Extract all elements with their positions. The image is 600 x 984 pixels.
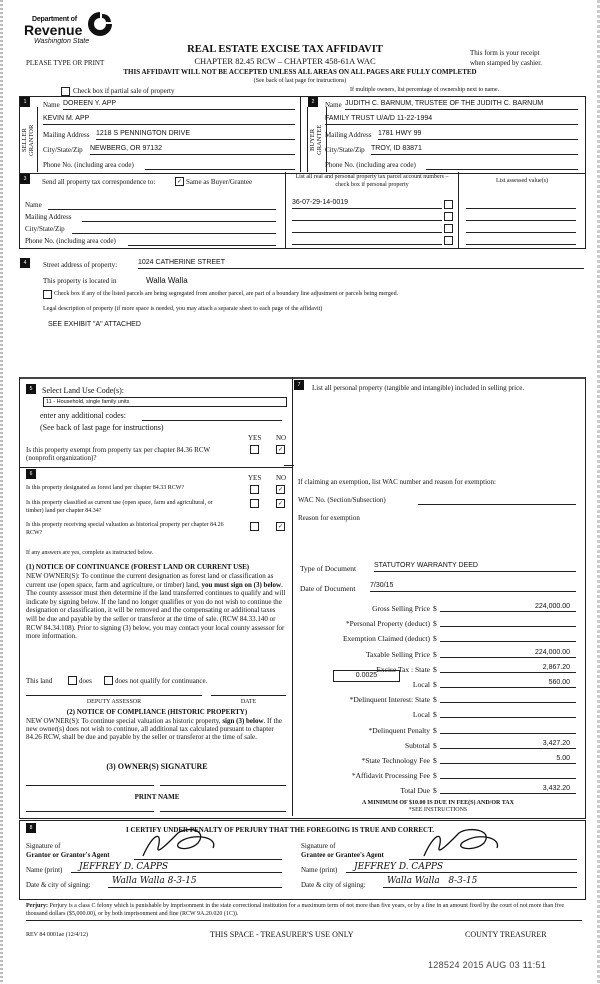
exempt-no-header: NO xyxy=(276,434,287,442)
exempt-no-checkbox[interactable]: ✓ xyxy=(277,446,284,453)
multiple-owners-note: If multiple owners, list percentage of ownership next to name. xyxy=(350,87,500,93)
s6-yes-header: YES xyxy=(248,474,262,482)
parcel-personal-checkbox-4[interactable] xyxy=(444,236,453,245)
currency-symbol: $ xyxy=(433,649,437,659)
additional-codes-label: enter any additional codes: xyxy=(40,411,126,420)
land-use-label: Select Land Use Code(s): xyxy=(42,386,124,395)
currency-symbol: $ xyxy=(433,756,437,765)
does-not-label: does not qualify for continuance. xyxy=(115,677,208,685)
corr-city-label: City/State/Zip xyxy=(25,225,65,233)
seller-name-field[interactable]: DOREEN Y. APP xyxy=(63,100,295,110)
grantor-sig-label-1: Signature of xyxy=(26,842,61,850)
amount-label: Local xyxy=(412,710,430,720)
segregated-label: Check box if any of the listed parcels are being segregated from another parcel, are part of a boundary line adjustment or parcels being merged. xyxy=(54,291,399,297)
amount-field[interactable]: 3,427.20 xyxy=(440,740,576,749)
amount-field[interactable]: 560.00 xyxy=(440,679,576,688)
seller-phone-field[interactable] xyxy=(145,160,295,170)
section-4-badge: 4 xyxy=(20,258,30,268)
amount-field[interactable]: 224,000.00 xyxy=(440,649,576,658)
currency-symbol: $ xyxy=(433,771,437,781)
located-in-value[interactable]: Walla Walla xyxy=(146,276,188,285)
dor-swirl-icon xyxy=(86,10,114,38)
current-use-no-checkbox[interactable]: ✓ xyxy=(277,500,284,507)
correspondence-label: Send all property tax correspondence to: xyxy=(42,178,156,186)
corr-mailing-label: Mailing Address xyxy=(25,213,72,221)
assessed-value-4[interactable] xyxy=(466,235,576,245)
seller-phone-label: Phone No. (including area code) xyxy=(43,161,134,169)
assessed-value-3[interactable] xyxy=(466,223,576,233)
personal-property-label: List all personal property (tangible and intangible) included in selling price. xyxy=(312,384,525,392)
instructions-note: (See back of last page for instructions) xyxy=(253,78,347,84)
grantee-name-field[interactable]: JEFFREY D. CAPPS xyxy=(346,862,577,873)
deputy-assessor-label: DEPUTY ASSESSOR xyxy=(86,699,142,705)
notice-continuance-title: (1) NOTICE OF CONTINUANCE (FOREST LAND OR CURRENT USE) xyxy=(26,563,250,571)
buyer-name-field[interactable]: JUDITH C. BARNUM, TRUSTEE OF THE JUDITH C. BARNUM xyxy=(345,100,578,110)
logo-line3: Washington State xyxy=(34,38,90,45)
amount-label: Excise Tax : State xyxy=(376,664,430,674)
parcel-personal-checkbox-2[interactable] xyxy=(444,212,453,221)
owner-signature-label: (3) OWNER(S) SIGNATURE xyxy=(106,762,208,771)
section-5-badge: 5 xyxy=(26,384,36,394)
currency-symbol: $ xyxy=(433,680,437,689)
section-3-badge: 3 xyxy=(20,174,30,184)
perjury-notice: Perjury: Perjury is a class C felony which is punishable by imprisonment in the state correctional institution for a maximum term of not more than five years, or by a fine in an amount fixed by the court of not more than five thousand dollars ($5,000.00), or by both imprisonment and fine (RCW 9A.20.020 (1C)). xyxy=(26,902,582,921)
amount-field[interactable] xyxy=(440,725,576,734)
parcel-number-3[interactable] xyxy=(292,223,442,233)
exempt-yes-checkbox[interactable] xyxy=(250,445,259,454)
exemption-reason-label: Reason for exemption xyxy=(298,514,360,522)
assessor-date-label: DATE xyxy=(240,699,257,705)
section-8-badge: 8 xyxy=(26,823,36,833)
section-7-badge: 7 xyxy=(294,380,304,390)
print-name-label: PRINT NAME xyxy=(134,793,180,801)
deputy-assessor-line[interactable] xyxy=(26,690,202,696)
section-6-divider xyxy=(19,467,292,468)
land-use-instructions: (See back of last page for instructions) xyxy=(40,423,164,432)
exemption-label: If claiming an exemption, list WAC number and reason for exemption: xyxy=(298,478,496,486)
county-treasurer-label: COUNTY TREASURER xyxy=(465,930,547,939)
amount-label: *Delinquent Penalty xyxy=(368,725,430,735)
notice-compliance-title: (2) NOTICE OF COMPLIANCE (HISTORIC PROPERTY) xyxy=(66,708,248,716)
amount-label: Total Due xyxy=(400,786,430,796)
grantee-date-field[interactable]: Walla Walla 8-3-15 xyxy=(383,876,577,888)
form-revision: REV 84 0001ae (12/4/12) xyxy=(26,932,89,938)
parcel-number-4[interactable] xyxy=(292,235,442,245)
currency-symbol: $ xyxy=(433,740,437,750)
additional-codes-field[interactable] xyxy=(142,410,282,421)
seller-city-label: City/State/Zip xyxy=(43,146,83,154)
section-2-badge: 2 xyxy=(308,97,318,107)
wac-field[interactable] xyxy=(418,495,576,505)
currency-symbol: $ xyxy=(433,634,437,644)
amount-field[interactable] xyxy=(440,633,576,642)
section-6-badge: 6 xyxy=(26,469,36,479)
amount-label: Gross Selling Price xyxy=(372,604,430,613)
exempt-yes-header: YES xyxy=(248,434,262,442)
located-in-label: This property is located in xyxy=(43,277,117,285)
seller-side-label: SELLER GRANTOR xyxy=(21,124,35,156)
amount-field[interactable]: 3,432.20 xyxy=(440,785,576,794)
doc-type-label: Type of Document xyxy=(300,564,357,573)
corr-phone-field[interactable] xyxy=(128,236,276,246)
treasurer-use-label: THIS SPACE - TREASURER'S USE ONLY xyxy=(210,930,354,939)
section-1-badge: 1 xyxy=(20,97,30,107)
see-instructions-note: *SEE INSTRUCTIONS xyxy=(408,807,468,813)
current-use-yes-checkbox[interactable] xyxy=(250,499,259,508)
amount-field[interactable]: 5.00 xyxy=(440,755,576,764)
doc-date-field[interactable]: 7/30/15 xyxy=(370,582,576,592)
assessor-date-line[interactable] xyxy=(211,690,286,696)
forest-no-checkbox[interactable]: ✓ xyxy=(277,486,284,493)
amount-label: *Personal Property (deduct) xyxy=(345,619,430,629)
amount-field[interactable] xyxy=(440,618,576,627)
buyer-city-label: City/State/Zip xyxy=(325,146,365,154)
grantor-sig-label-2: Grantor or Grantor's Agent xyxy=(26,851,110,859)
assessed-value-2[interactable] xyxy=(466,211,576,221)
forest-land-question: Is this property designated as forest land per chapter 84.33 RCW? xyxy=(26,485,185,491)
buyer-mailing-label: Mailing Address xyxy=(325,131,372,139)
amount-field[interactable]: 224,000.00 xyxy=(440,603,576,612)
amount-label: Subtotal xyxy=(404,740,430,750)
print-name-line-2[interactable] xyxy=(160,806,286,812)
grantor-date-field[interactable]: Walla Walla 8-3-15 xyxy=(108,876,282,888)
seller-name-label: Name xyxy=(43,101,60,109)
amount-label: Exemption Claimed (deduct) xyxy=(342,634,430,644)
buyer-name-label: Name xyxy=(325,101,342,109)
grantee-signature-scribble xyxy=(419,828,519,858)
doc-type-field[interactable]: STATUTORY WARRANTY DEED xyxy=(374,562,576,572)
historical-yes-checkbox[interactable] xyxy=(250,522,259,531)
assessed-header: List assessed value(s) xyxy=(496,178,548,184)
forest-yes-checkbox[interactable] xyxy=(250,485,259,494)
grantee-name-label: Name (print) xyxy=(301,866,338,874)
corr-mailing-field[interactable] xyxy=(82,212,276,222)
logo-line1: Department of xyxy=(32,16,77,23)
owner-signature-line-1[interactable] xyxy=(26,780,154,786)
grantee-sig-label-1: Signature of xyxy=(301,842,336,850)
s6-no-header: NO xyxy=(276,474,287,482)
grantor-date-label: Date & city of signing: xyxy=(26,881,91,889)
seller-city-field[interactable]: NEWBERG, OR 97132 xyxy=(90,145,295,155)
please-type-label: PLEASE TYPE OR PRINT xyxy=(26,59,105,67)
seller-mailing-label: Mailing Address xyxy=(43,131,90,139)
buyer-name2-field[interactable]: FAMILY TRUST U/A/D 11-22-1994 xyxy=(325,115,578,125)
corr-name-label: Name xyxy=(25,201,42,209)
parcel-personal-checkbox-3[interactable] xyxy=(444,224,453,233)
local-rate-field[interactable]: 0.0025 xyxy=(333,670,400,682)
does-qualify-checkbox[interactable] xyxy=(68,676,77,685)
parcel-header: List all real and personal property tax parcel account numbers – check box if personal property xyxy=(295,174,449,188)
grantor-name-label: Name (print) xyxy=(26,866,63,874)
logo-line2: Revenue xyxy=(24,22,83,38)
owner-signature-line-2[interactable] xyxy=(160,780,286,786)
notice-compliance-text: NEW OWNER(S): To continue special valuation as historic property, sign (3) below. If the new owner(s) does not wish to continue, all additional tax calculated pursuant to chapter 84.26 RCW, shall be due and payable by the seller or transferor at the time of sale. xyxy=(26,717,283,742)
grantee-date-label: Date & city of signing: xyxy=(301,881,366,889)
completion-warning: THIS AFFIDAVIT WILL NOT BE ACCEPTED UNLESS ALL AREAS ON ALL PAGES ARE FULLY COMPLETED xyxy=(123,68,477,76)
currency-symbol: $ xyxy=(433,725,437,735)
current-use-question: Is this property classified as current use (open space, farm and agricultural, or timber) land per chapter 84.34? xyxy=(26,500,213,514)
parties-divider xyxy=(300,96,301,172)
corr-name-field[interactable] xyxy=(48,200,276,210)
same-as-buyer-label: Same as Buyer/Grantee xyxy=(186,178,253,186)
currency-symbol: $ xyxy=(433,619,437,629)
grantee-sig-label-2: Grantee or Grantee's Agent xyxy=(301,851,384,859)
same-as-buyer-checkbox[interactable]: ✓ xyxy=(176,178,183,185)
amount-field[interactable] xyxy=(440,709,576,718)
segregated-checkbox[interactable] xyxy=(43,290,52,299)
grantor-signature-scribble xyxy=(138,828,238,858)
parcel-number-1[interactable]: 36-07-29-14-0019 xyxy=(292,199,442,209)
receipt-note-2: when stamped by cashier. xyxy=(470,59,542,67)
print-name-line-1[interactable] xyxy=(26,806,154,812)
amount-label: *Affidavit Processing Fee xyxy=(351,771,430,781)
receipt-note-1: This form is your receipt xyxy=(470,49,540,57)
minimum-due-note: A MINIMUM OF $10.00 IS DUE IN FEE(S) AND/OR TAX xyxy=(362,800,514,806)
wac-label: WAC No. (Section/Subsection) xyxy=(298,496,386,504)
legal-description-value[interactable]: SEE EXHIBIT "A" ATTACHED xyxy=(48,321,141,328)
corr-phone-label: Phone No. (including area code) xyxy=(25,237,116,245)
notice-continuance-text: NEW OWNER(S): To continue the current designation as forest land or classification as current use (open space, farm and agriculture, or timber) land, you must sign on (3) below. The county assessor must then determine if the land transferred continues to qualify and will indicate by signing below. If the land no longer qualifies or you do not wish to continue the designation or classification, it will be removed and the compensating or additional taxes will be due and payable by the seller or transferor at the time of sale. (RCW 84.33.140 or RCW 84.34.108). Prior to signing (3) below, you may contact your local county assessor for more information. xyxy=(26,572,286,641)
does-not-qualify-checkbox[interactable] xyxy=(104,676,113,685)
buyer-mailing-field[interactable]: 1781 HWY 99 xyxy=(378,130,578,140)
corr-city-field[interactable] xyxy=(72,224,276,234)
seller-mailing-field[interactable]: 1218 S PENNINGTON DRIVE xyxy=(96,130,295,140)
legal-description-label: Legal description of property (if more space is needed, you may attach a separate sheet to each page of the affidavit) xyxy=(43,306,323,312)
street-address-field[interactable]: 1024 CATHERINE STREET xyxy=(138,259,584,269)
exempt-question: Is this property exempt from property tax per chapter 84.36 RCW (nonprofit organization)? xyxy=(26,446,210,462)
certify-statement: I CERTIFY UNDER PENALTY OF PERJURY THAT THE FOREGOING IS TRUE AND CORRECT. xyxy=(126,826,435,834)
grantee-signature-field[interactable] xyxy=(409,850,577,860)
historical-no-checkbox[interactable]: ✓ xyxy=(277,523,284,530)
amount-label: Local xyxy=(412,680,430,689)
historical-question: Is this property receiving special valuation as historical property per chapter 84.26 RCW? xyxy=(26,522,224,536)
currency-symbol: $ xyxy=(433,710,437,720)
does-label: does xyxy=(79,677,92,685)
dor-logo xyxy=(24,10,124,50)
parcel-number-2[interactable] xyxy=(292,211,442,221)
buyer-side-label: BUYER GRANTEE xyxy=(309,124,323,156)
partial-sale-checkbox[interactable] xyxy=(61,87,70,96)
amount-label: *Delinquent Interest: State xyxy=(349,695,430,705)
parcel-personal-checkbox-1[interactable] xyxy=(444,200,453,209)
currency-symbol: $ xyxy=(433,695,437,705)
this-land-label: This land xyxy=(26,677,53,685)
partial-sale-label: Check box if partial sale of property xyxy=(73,87,175,95)
amount-field[interactable] xyxy=(440,770,576,779)
buyer-city-field[interactable]: TROY, ID 83871 xyxy=(371,145,578,155)
amount-field[interactable]: 2,867.20 xyxy=(440,664,576,673)
correspondence-divider1 xyxy=(285,172,286,248)
if-yes-note: If any answers are yes, complete as instructed below. xyxy=(26,550,154,556)
form-subtitle: CHAPTER 82.45 RCW – CHAPTER 458-61A WAC xyxy=(194,56,376,66)
street-address-label: Street address of property: xyxy=(43,261,118,269)
currency-symbol: $ xyxy=(433,664,437,674)
amount-field[interactable] xyxy=(440,694,576,703)
assessed-value-1[interactable] xyxy=(466,199,576,209)
currency-symbol: $ xyxy=(433,604,437,613)
land-use-select[interactable]: 11 - Household, single family units xyxy=(43,397,287,407)
grantor-signature-field[interactable] xyxy=(134,850,282,860)
buyer-phone-label: Phone No. (including area code) xyxy=(325,161,416,169)
currency-symbol: $ xyxy=(433,786,437,796)
amount-label: Taxable Selling Price xyxy=(365,649,430,659)
amount-label: *State Technology Fee xyxy=(361,756,430,765)
doc-date-label: Date of Document xyxy=(300,584,356,593)
lower-divider xyxy=(292,377,293,816)
correspondence-divider2 xyxy=(458,172,459,248)
form-title: REAL ESTATE EXCISE TAX AFFIDAVIT xyxy=(187,44,383,55)
scan-edge-left xyxy=(0,0,3,984)
treasurer-stamp: 128524 2015 AUG 03 11:51 xyxy=(428,960,547,970)
grantor-name-field[interactable]: JEFFREY D. CAPPS xyxy=(71,862,282,873)
seller-name2-field[interactable]: KEVIN M. APP xyxy=(43,115,295,125)
s7-mid-divider xyxy=(284,465,294,466)
buyer-phone-field[interactable] xyxy=(426,160,578,170)
